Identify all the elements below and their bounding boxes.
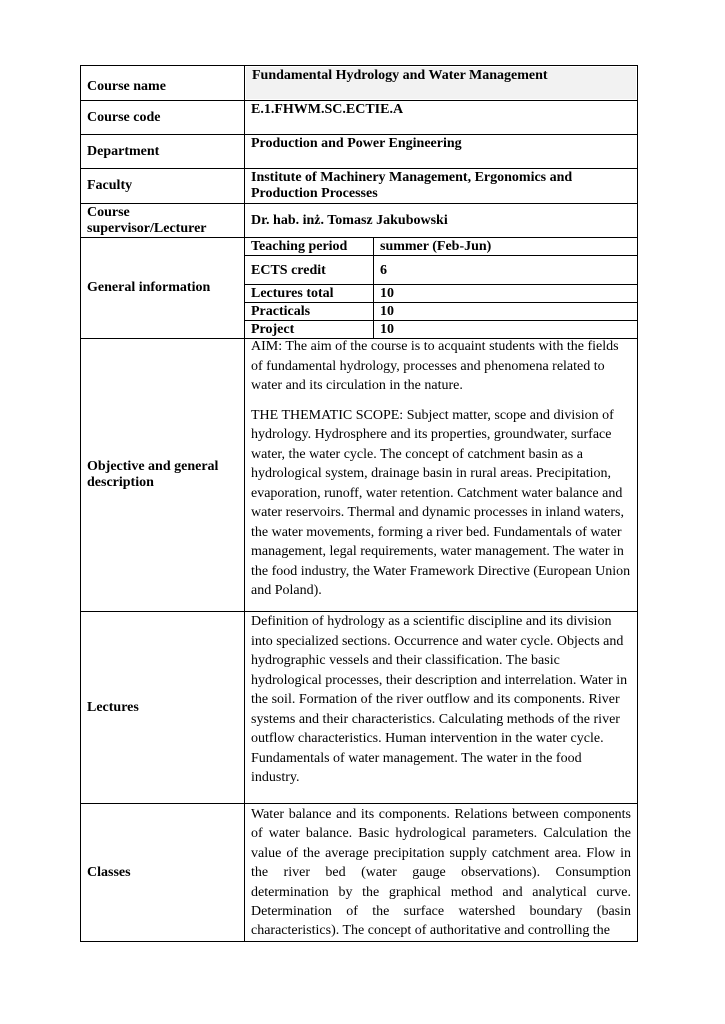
- department-label: Department: [81, 135, 245, 169]
- info-value: summer (Feb-Jun): [374, 238, 638, 256]
- info-key: Lectures total: [245, 285, 374, 303]
- course-sheet: [80, 65, 638, 942]
- info-row: [245, 321, 637, 339]
- info-key: ECTS credit: [245, 256, 374, 285]
- classes-text: Water balance and its components. Relations between components of water balance. Basic hydrological parameters. Calculation the value of the average precipitation supply catchment area. Flow in the river bed (water gauge observations). Consumption determination by the graphical method and analytical curve. Determination of the surface watershed boundary (basin characteristics). The concept of authoritative and controlling the: [251, 807, 631, 939]
- row-lectures: [81, 612, 638, 804]
- classes-label: Classes: [81, 804, 245, 942]
- supervisor-value: Dr. hab. inż. Tomasz Jakubowski: [251, 213, 448, 228]
- general-information-table: [245, 238, 637, 338]
- course-name-value: Fundamental Hydrology and Water Management: [246, 67, 636, 99]
- info-row: [245, 303, 637, 321]
- row-course-name: [81, 66, 638, 101]
- general-information-label: General information: [81, 238, 245, 339]
- objective-label: Objective and general description: [81, 339, 245, 612]
- row-objective: [81, 339, 638, 612]
- row-supervisor: [81, 204, 638, 238]
- row-general-information: [81, 238, 638, 339]
- row-faculty: [81, 169, 638, 204]
- info-value: 10: [374, 303, 638, 321]
- row-course-code: [81, 101, 638, 135]
- info-value: 10: [380, 322, 394, 337]
- objective-scope: THE THEMATIC SCOPE: Subject matter, scope and division of hydrology. Hydrosphere and its properties, groundwater, surface water, the water cycle. The concept of catchment basin as a hydrological system, drainage basin in rural areas. Precipitation, evaporation, runoff, water retention. Catchment water balance and water reservoirs. Thermal and dynamic processes in inland waters, the water movements, forming a river bed. Fundamentals of water management, legal requirements, water management. The water in the food industry, the Water Framework Directive (European Union and Poland).: [251, 407, 631, 598]
- row-department: [81, 135, 638, 169]
- lectures-label: Lectures: [81, 612, 245, 804]
- course-name-label: Course name: [81, 66, 245, 101]
- department-value: Production and Power Engineering: [251, 136, 462, 151]
- course-table: [80, 65, 638, 942]
- row-classes: [81, 804, 638, 942]
- info-key: Practicals: [245, 303, 374, 321]
- faculty-value: Institute of Machinery Management, Ergonomics and Production Processes: [251, 170, 573, 201]
- info-value: 10: [374, 285, 638, 303]
- info-key: Project: [245, 321, 374, 339]
- faculty-label: Faculty: [81, 169, 245, 204]
- info-row: [245, 256, 637, 285]
- lectures-text: Definition of hydrology as a scientific discipline and its division into specialized sections. Occurrence and water cycle. Objects and hydrographic vessels and their classification. The basic hydrological processes, their description and interrelation. Water in the soil. Formation of the river outflow and its components. River systems and their characteristics. Calculating methods of the river outflow characteristics. Human intervention in the water cycle. Fundamentals of water management. The water in the food industry.: [251, 614, 628, 785]
- course-code-value: E.1.FHWM.SC.ECTIE.A: [251, 102, 404, 117]
- info-key: Teaching period: [245, 238, 374, 256]
- info-row: [245, 285, 637, 303]
- objective-aim: AIM: The aim of the course is to acquaint students with the fields of fundamental hydrology, processes and phenomena related to water and its circulation in the nature.: [251, 339, 619, 393]
- course-code-label: Course code: [81, 101, 245, 135]
- supervisor-label: Course supervisor/Lecturer: [81, 204, 245, 238]
- info-row: [245, 238, 637, 256]
- info-value: 6: [374, 256, 638, 285]
